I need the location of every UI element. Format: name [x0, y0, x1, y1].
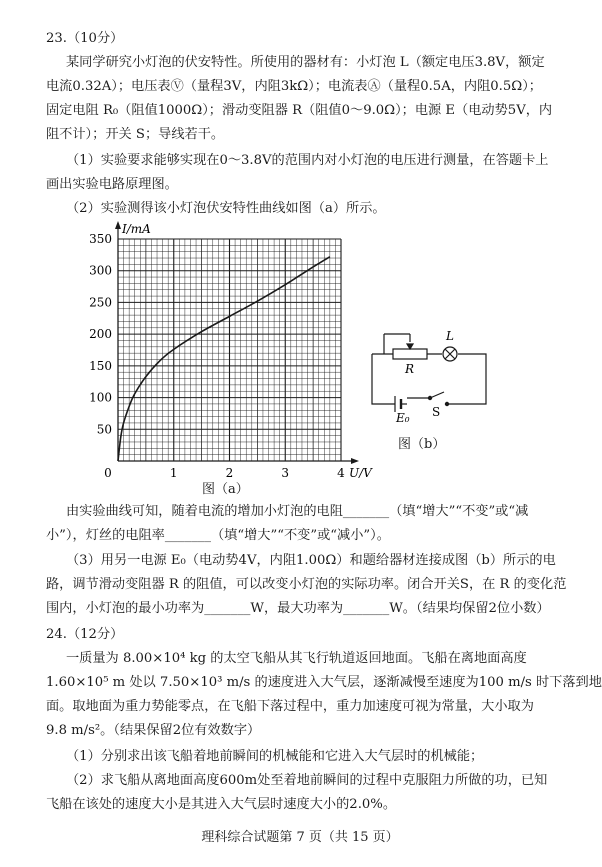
iv-curve-chart [82, 222, 372, 494]
q23-header: 23.（10分） [46, 31, 124, 46]
q23-part2: （2）实验测得该小灯泡伏安特性曲线如图（a）所示。 [66, 201, 386, 216]
y-axis-arrow [115, 221, 121, 229]
x-axis-arrow [351, 458, 359, 464]
y-tick-label: 150 [89, 358, 112, 373]
q23-intro-3: 固定电阻 R₀（阻值1000Ω）；滑动变阻器 R（阻值0～9.0Ω）；电源 E（电动势5V，内 [46, 103, 553, 118]
lamp-label: L [446, 329, 454, 343]
q24-header: 24.（12分） [46, 627, 124, 642]
q23-intro-1: 某同学研究小灯泡的伏安特性。所使用的器材有：小灯泡 L（额定电压3.8V，额定 [66, 55, 545, 70]
q23-part3-1: （3）用另一电源 E₀（电动势4V，内阻1.00Ω）和题给器材连接成图（b）所示的电 [66, 553, 556, 568]
switch-label: S [432, 405, 441, 419]
rheostat-label: R [405, 362, 415, 376]
chart-y-label: I/mA [122, 222, 151, 236]
q23-intro-4: 阻不计）；开关 S；导线若干。 [46, 127, 225, 142]
switch-symbol [428, 392, 448, 406]
rheostat-resistor [393, 349, 427, 359]
y-tick-label: 200 [89, 327, 112, 342]
x-tick-label: 1 [169, 466, 178, 480]
x-tick-label: 4 [337, 466, 345, 480]
q23-conclusion-1: 由实验曲线可知，随着电流的增加小灯泡的电阻_______（填“增大”“不变”或“减 [66, 504, 529, 519]
q24-part2-1: （2）求飞船从离地面高度600m处至着地前瞬间的过程中克服阻力所做的功，已知 [66, 773, 548, 788]
chart-y-ticks [89, 232, 112, 436]
source-label: E₀ [396, 411, 410, 425]
figure-a-caption: 图（a） [202, 482, 249, 497]
q23-conclusion-2: 小”），灯丝的电阻率_______（填“增大”“不变”或“减小”）。 [46, 528, 390, 543]
y-tick-label: 100 [89, 390, 112, 405]
q23-part1-2: 画出实验电路原理图。 [46, 177, 178, 192]
q23-part3-3: 围内，小灯泡的最小功率为_______W，最大功率为_______W。（结果均保留2位小数） [46, 601, 550, 616]
lamp-symbol [443, 347, 457, 361]
y-tick-label: 300 [89, 263, 112, 278]
q23-intro-2: 电流0.32A）；电压表Ⓥ（量程3V，内阻3kΩ）；电流表Ⓐ（量程0.5A，内阻0.5Ω）； [46, 79, 542, 94]
q24-body-1: 一质量为 8.00×10⁴ kg 的太空飞船从其飞行轨道返回地面。飞船在离地面高度 [66, 651, 527, 666]
y-tick-label: 350 [89, 232, 112, 246]
figure-b-caption: 图（b） [398, 437, 446, 452]
x-tick-label: 3 [281, 466, 290, 480]
q23-part3-2: 路，调节滑动变阻器 R 的阻值，可以改变小灯泡的实际功率。闭合开关S，在 R 的变化范 [46, 577, 567, 592]
battery-symbol [395, 396, 407, 412]
q24-body-4: 9.8 m/s²。（结果保留2位有效数字） [46, 723, 261, 738]
q24-body-3: 面。取地面为重力势能零点，在飞船下落过程中，重力加速度可视为常量，大小取为 [46, 699, 534, 714]
y-tick-label: 250 [89, 295, 112, 310]
y-tick-label: 50 [96, 422, 112, 437]
x-tick-label: 0 [104, 466, 112, 480]
q23-part1-1: （1）实验要求能够实现在0～3.8V的范围内对小灯泡的电压进行测量，在答题卡上 [66, 153, 549, 168]
q24-body-2: 1.60×10⁵ m 处以 7.50×10³ m/s 的速度进入大气层，逐渐减慢至速度为100 m/s 时下落到地 [46, 675, 602, 690]
x-tick-label: 2 [225, 466, 234, 480]
circuit-diagram [360, 322, 495, 425]
chart-x-label: U/V [349, 466, 372, 480]
q24-part2-2: 飞船在该处的速度大小是其进入大气层时速度大小的2.0%。 [46, 797, 397, 812]
page-footer: 理科综合试题第 7 页（共 15 页） [201, 830, 399, 845]
q24-part1: （1）分别求出该飞船着地前瞬间的机械能和它进入大气层时的机械能； [66, 749, 484, 764]
rheostat-slider-arrow [407, 344, 413, 349]
circuit-wires [372, 334, 486, 404]
